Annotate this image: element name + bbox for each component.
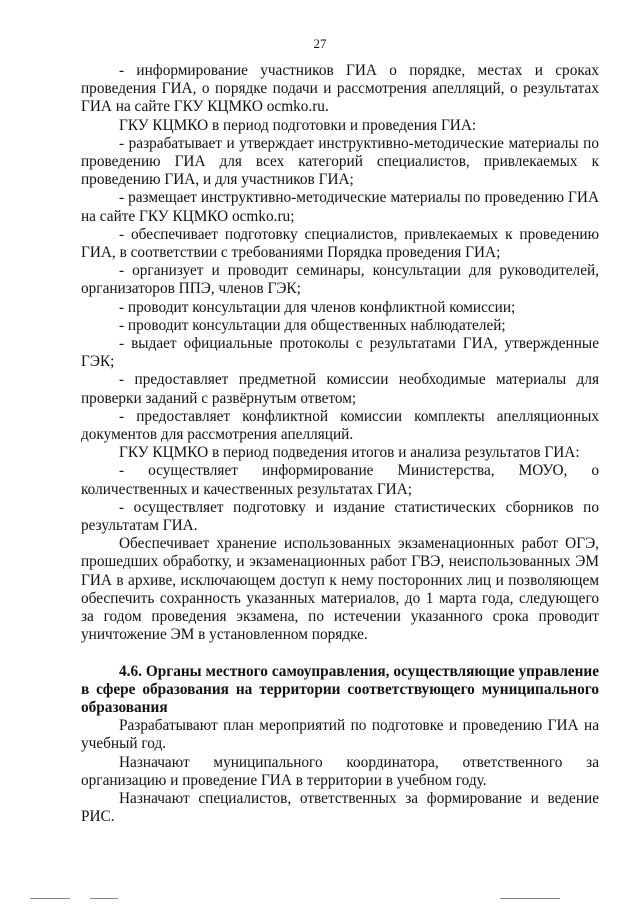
paragraph: ГКУ КЦМКО в период подготовки и проведения ГИА:: [119, 116, 477, 134]
page-number: 27: [313, 36, 327, 51]
paragraph: - проводит консультации для общественных наблюдателей;: [119, 316, 506, 334]
section-gap: [81, 645, 599, 663]
document-body: [81, 62, 599, 826]
paragraph: - проводит консультации для членов конфликтной комиссии;: [119, 298, 516, 316]
paragraph: - предоставляет конфликтной комиссии комплекты апелляционных документов для рассмотрения апелляций.: [81, 407, 599, 444]
paragraph: - осуществляет подготовку и издание статистических сборников по результатам ГИА.: [81, 498, 599, 535]
paragraph: - размещает инструктивно-методические материалы по проведению ГИА на сайте ГКУ КЦМКО ocmko.ru;: [81, 189, 599, 225]
paragraph: - организует и проводит семинары, консультации для руководителей, организаторов ППЭ, членов ГЭК;: [81, 262, 599, 298]
paragraph: - выдает официальные протоколы с результатами ГИА, утвержденные ГЭК;: [81, 335, 599, 371]
paragraph: ГКУ КЦМКО в период подведения итогов и анализа результатов ГИА:: [119, 444, 580, 462]
paragraph: - разрабатывает и утверждает инструктивно-методические материалы по проведению ГИА для всех категорий специалистов, привлекаемых к проведению ГИА, и для участников ГИА;: [81, 134, 599, 189]
paragraph: Назначают специалистов, ответственных за формирование и ведение РИС.: [81, 789, 599, 826]
paragraph: - обеспечивает подготовку специалистов, привлекаемых к проведению ГИА, в соответствии с требованиями Порядка проведения ГИА;: [81, 225, 599, 262]
scan-edge-marks: [30, 898, 610, 900]
paragraph: - предоставляет предметной комиссии необходимые материалы для проверки заданий с развёрнутым ответом;: [81, 371, 599, 407]
paragraph: Разрабатывают план мероприятий по подготовке и проведению ГИА на учебный год.: [81, 717, 599, 753]
paragraph: - информирование участников ГИА о порядке, местах и сроках проведения ГИА, о порядке подачи и рассмотрения апелляций, о результатах ГИА на сайте ГКУ КЦМКО ocmko.ru.: [81, 62, 599, 116]
paragraph: - осуществляет информирование Министерства, МОУО, о количественных и качественных результатах ГИА;: [81, 462, 599, 498]
section-heading: 4.6. Органы местного самоуправления, осуществляющие управление в сфере образования на территории соответствующего муниципального образования: [81, 662, 599, 716]
paragraph: Назначают муниципального координатора, ответственного за организацию и проведение ГИА в территории в учебном году.: [81, 753, 599, 789]
paragraph: Обеспечивает хранение использованных экзаменационных работ ОГЭ, прошедших обработку, и экзаменационных работ ГВЭ, неиспользованных ЭМ ГИА в архиве, исключающем доступ к нему посторонних лиц и позволяющем обеспечить сохранность указанных материалов, до 1 марта года, следующего за годом проведения экзамена, по истечении указанного срока проводит уничтожение ЭМ в установленном порядке.: [81, 535, 599, 644]
